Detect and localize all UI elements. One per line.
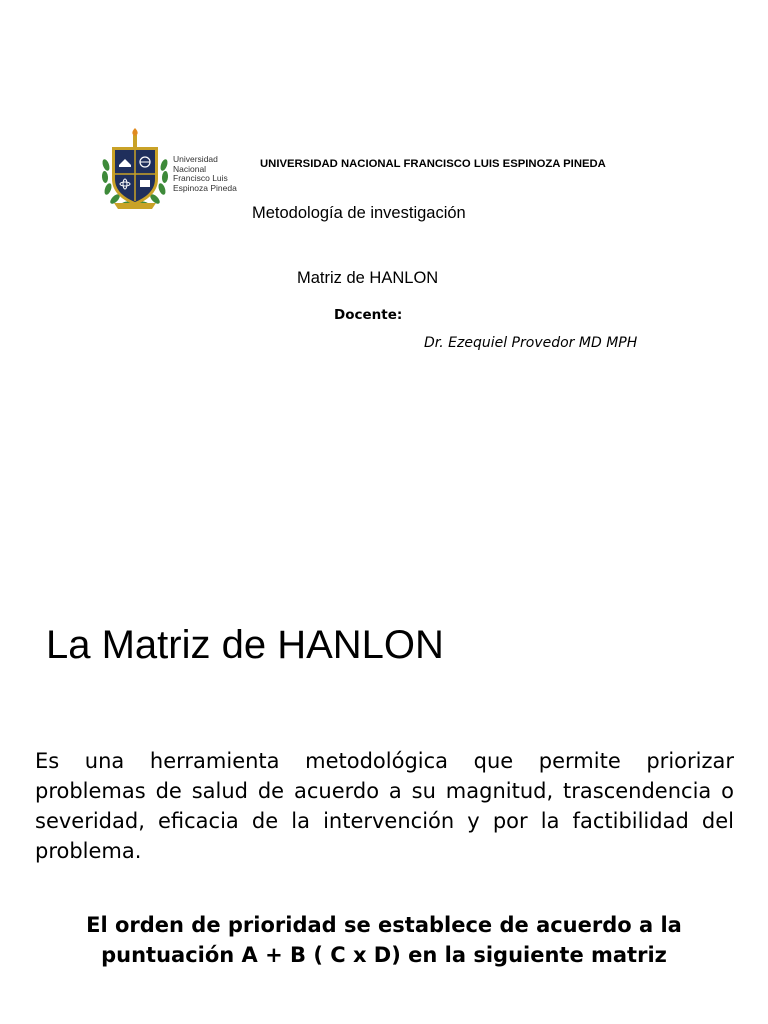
slide-title: La Matriz de HANLON [46, 623, 444, 667]
logo-line: Universidad [173, 154, 218, 164]
docente-label: Docente: [334, 307, 403, 323]
logo-line: Espinoza Pineda [173, 182, 237, 193]
priority-formula-text [30, 910, 738, 970]
slide-body-text: Es una herramienta metodológica que permite priorizar problemas de salud de acuerdo a su magnitud, trascendencia o severidad, eficacia de la intervención y por la factibilidad del problema. [35, 749, 734, 863]
logo-wordmark [173, 155, 237, 193]
logo-line: Nacional [173, 163, 207, 174]
formula-line: puntuación A + B ( C x D) en la siguiente matriz [101, 943, 667, 967]
docente-name: Dr. Ezequiel Provedor MD MPH [424, 335, 638, 351]
university-name: UNIVERSIDAD NACIONAL FRANCISCO LUIS ESPINOZA PINEDA [260, 158, 606, 170]
formula-line: El orden de prioridad se establece de acuerdo a la [86, 913, 682, 937]
logo-line: Francisco Luis [173, 173, 228, 184]
topic-title: Matriz de HANLON [297, 269, 439, 287]
course-title: Metodología de investigación [252, 204, 466, 222]
